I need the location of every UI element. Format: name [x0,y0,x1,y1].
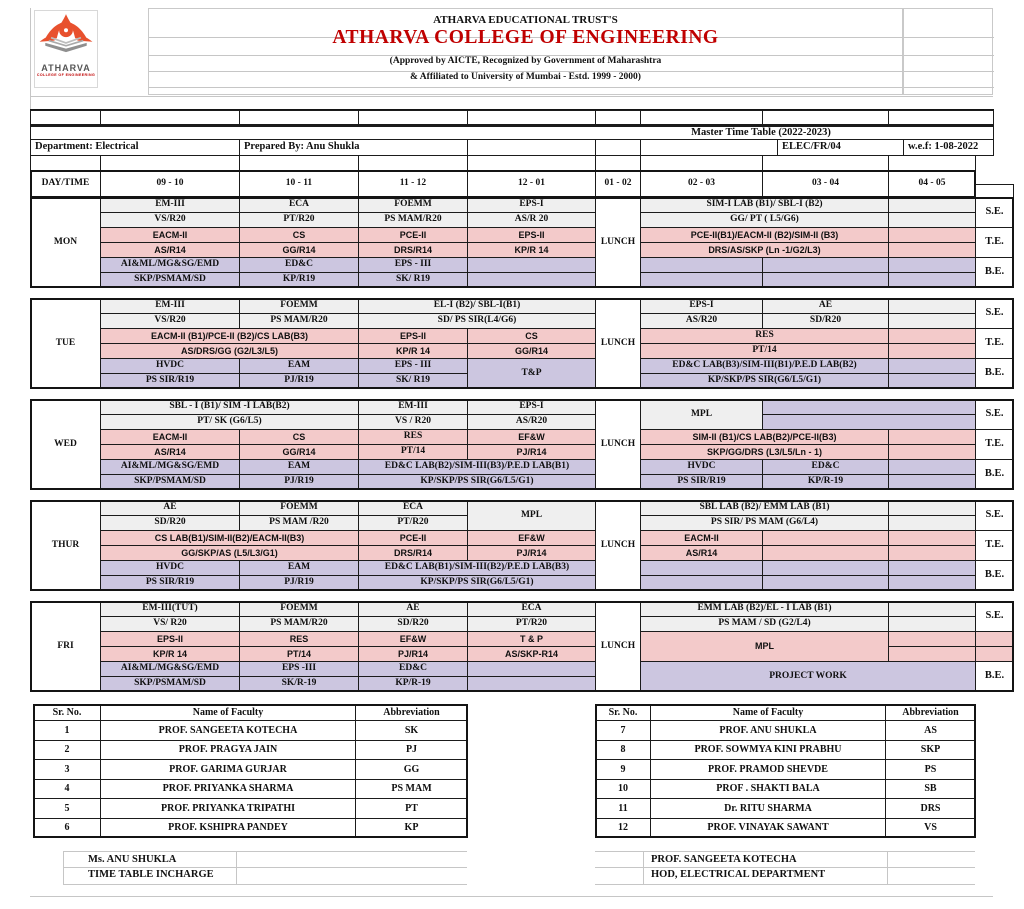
timetable-cell: PT/ SK (G6/L5) [100,414,359,430]
timetable-cell: ED&C [762,459,889,475]
letterhead [148,8,903,95]
timetable-cell [888,197,976,213]
timetable-cell: PJ/R14 [358,646,468,662]
year-label: S.E. [975,197,1014,228]
timetable-cell: KP/R19 [239,272,359,288]
time-slot-header: 04 - 05 [888,170,976,198]
timetable-cell: KP/SKP/PS SIR(G6/L5/G1) [358,474,596,490]
timetable-cell [888,227,976,243]
timetable-cell: ECA [239,197,359,213]
time-slot-header: 10 - 11 [239,170,359,198]
timetable-cell: DRS/R14 [358,545,468,561]
time-slot-header: 03 - 04 [762,170,889,198]
timetable-cell: EAM [239,358,359,374]
timetable-cell [467,257,596,273]
wef-date: w.e.f: 1-08-2022 [903,139,994,156]
timetable-cell: EPS-I [467,197,596,213]
timetable-cell: PCE-II [358,530,468,546]
faculty-right-header-cell: Name of Faculty [650,704,886,721]
timetable-cell: PS MAM/R20 [239,616,359,632]
logo-emblem-icon [37,13,95,59]
faculty-left-cell: PS MAM [355,779,468,799]
timetable-cell: EPS-II [100,631,240,647]
timetable-cell: KP/R-19 [762,474,889,490]
timetable-cell: PS MAM/R20 [358,212,468,228]
empty-cell [358,155,468,171]
timetable-cell [888,444,976,460]
faculty-right-cell: 9 [595,759,651,780]
timetable-cell: PROJECT WORK [640,661,976,692]
timetable-cell: AE [358,601,468,617]
timetable-cell: FOEMM [239,298,359,314]
timetable-cell: ED&C LAB(B2)/SIM-III(B3)/P.E.D LAB(B1) [358,459,596,475]
timetable-cell: AS/R14 [100,444,240,460]
empty-cell [595,139,641,156]
timetable-cell: VS / R20 [358,414,468,430]
timetable-cell: PT/R20 [239,212,359,228]
empty-cell [762,155,889,171]
timetable-cell: T & P [467,631,596,647]
timetable-cell: ED&C LAB(B3)/SIM-III(B1)/P.E.D LAB(B2) [640,358,889,374]
faculty-right-cell: Dr. RITU SHARMA [650,798,886,819]
timetable-cell: PS MAM / SD (G2/L4) [640,616,889,632]
timetable-cell: PJ/R19 [239,373,359,389]
faculty-left-cell: PROF. PRIYANKA SHARMA [100,779,356,799]
timetable-cell: HVDC [100,560,240,576]
timetable-cell: HVDC [640,459,763,475]
timetable-cell: EPS -III [239,661,359,677]
year-label: S.E. [975,298,1014,329]
hod-name: PROF. SANGEETA KOTECHA [651,854,797,865]
timetable-cell [888,530,976,546]
timetable-cell: PCE-II [358,227,468,243]
year-label: B.E. [975,358,1014,389]
faculty-right-cell: 8 [595,740,651,760]
year-label: B.E. [975,560,1014,591]
timetable-cell: EAM [239,560,359,576]
lunch-cell: LUNCH [595,298,641,389]
form-code: ELEC/FR/04 [777,139,904,156]
timetable-cell: PT/14 [358,444,468,460]
timetable-cell: EPS-II [467,227,596,243]
timetable-cell [640,272,763,288]
timetable-cell: RES [640,328,889,344]
timetable-cell [640,257,763,273]
timetable-cell: AS/R 20 [467,212,596,228]
timetable-cell: EACM-II (B1)/PCE-II (B2)/CS LAB(B3) [100,328,359,344]
timetable-cell: PS SIR/R19 [100,373,240,389]
timetable-cell [640,560,763,576]
timetable-cell: EPS-II [358,328,468,344]
faculty-left-header-cell: Sr. No. [33,704,101,721]
timetable-cell [888,646,976,662]
day-label: MON [30,197,101,288]
timetable-cell [762,530,889,546]
affiliation-line: & Affiliated to University of Mumbai - Estd. 1999 - 2000) [410,72,641,82]
empty-cell [100,155,240,171]
faculty-left-cell: 1 [33,720,101,741]
faculty-right-cell: PROF . SHAKTI BALA [650,779,886,799]
timetable-cell: CS [239,429,359,445]
day-label: THUR [30,500,101,591]
timetable-cell: AI&ML/MG&SG/EMD [100,459,240,475]
trust-name: ATHARVA EDUCATIONAL TRUST'S [433,14,618,26]
empty-cell [358,110,468,125]
timetable-cell [888,272,976,288]
timetable-cell: EPS-I [640,298,763,314]
year-label: T.E. [975,227,1014,258]
department-label: Department: Electrical [30,139,240,156]
faculty-left-header-cell: Name of Faculty [100,704,356,721]
timetable-cell: SKP/PSMAM/SD [100,474,240,490]
faculty-left-cell: PJ [355,740,468,760]
prepared-by-label: Prepared By: Anu Shukla [239,139,468,156]
timetable-cell [888,560,976,576]
faculty-right-cell: PROF. SOWMYA KINI PRABHU [650,740,886,760]
faculty-right-cell: AS [885,720,976,741]
year-label: B.E. [975,661,1014,692]
faculty-left-header-cell: Abbreviation [355,704,468,721]
faculty-right-cell: 11 [595,798,651,819]
faculty-left-cell: KP [355,818,468,838]
timetable-cell [888,616,976,632]
timetable-cell [888,343,976,359]
year-label: T.E. [975,530,1014,561]
timetable-cell [888,545,976,561]
corner-cell [975,184,1014,198]
timetable-cell: AS/R20 [640,313,763,329]
approval-line: (Approved by AICTE, Recognized by Government of Maharashtra [389,56,662,66]
timetable-cell: GG/ PT ( L5/G6) [640,212,889,228]
timetable-cell: SKP/PSMAM/SD [100,272,240,288]
timetable-cell: PT/14 [239,646,359,662]
timetable-cell: PS MAM/R20 [239,313,359,329]
timetable-cell: PS SIR/R19 [640,474,763,490]
faculty-left-cell: PROF. KSHIPRA PANDEY [100,818,356,838]
timetable-cell: ECA [358,500,468,516]
letterhead-empty-cells [903,8,993,95]
empty-cell [100,110,240,125]
empty-cell [30,110,101,125]
day-label: TUE [30,298,101,389]
timetable-cell: SK/ R19 [358,272,468,288]
timetable-cell: EAM [239,459,359,475]
year-label: B.E. [975,257,1014,288]
master-title-row [30,124,994,140]
timetable-cell: ED&C LAB(B1)/SIM-III(B2)/P.E.D LAB(B3) [358,560,596,576]
timetable-cell: SBL LAB (B2)/ EMM LAB (B1) [640,500,889,516]
empty-cell [239,110,359,125]
timetable-cell: AI&ML/MG&SG/EMD [100,661,240,677]
timetable-cell: EL-I (B2)/ SBL-I(B1) [358,298,596,314]
faculty-left-cell: 3 [33,759,101,780]
timetable-cell [762,575,889,591]
timetable-cell: PJ/R14 [467,444,596,460]
empty-cell [595,155,641,171]
timetable-cell: SKP/GG/DRS (L3/L5/Ln - 1) [640,444,889,460]
timetable-cell [888,212,976,228]
timetable-cell: AE [100,500,240,516]
timetable-cell: PJ/R19 [239,575,359,591]
timetable-cell: VS/R20 [100,212,240,228]
day-label: WED [30,399,101,490]
timetable-cell [762,414,976,430]
faculty-right-cell: 10 [595,779,651,799]
timetable-cell: PS SIR/ PS MAM (G6/L4) [640,515,889,531]
timetable-cell [888,429,976,445]
time-slot-header: 12 - 01 [467,170,596,198]
timetable-cell: EACM-II [100,429,240,445]
faculty-right-cell: PS [885,759,976,780]
timetable-cell: GG/SKP/AS (L5/L3/G1) [100,545,359,561]
timetable-cell: AS/R14 [640,545,763,561]
timetable-cell [888,631,976,647]
timetable-cell [888,257,976,273]
faculty-right-cell: 12 [595,818,651,838]
time-slot-header: 11 - 12 [358,170,468,198]
logo-text: ATHARVA [41,63,91,73]
faculty-right-cell: PROF. ANU SHUKLA [650,720,886,741]
timetable-cell: EF&W [358,631,468,647]
timetable-cell [467,272,596,288]
timetable-cell: KP/R 14 [358,343,468,359]
timetable-cell [467,661,596,677]
faculty-right-cell: 7 [595,720,651,741]
faculty-right-cell: DRS [885,798,976,819]
timetable-cell: PT/14 [640,343,889,359]
college-logo [34,10,98,88]
timetable-cell: EM-III [100,197,240,213]
timetable-cell: RES [239,631,359,647]
timetable-cell: EF&W [467,429,596,445]
timetable-cell: HVDC [100,358,240,374]
timetable-cell: T&P [467,358,596,389]
timetable-cell: PS SIR/R19 [100,575,240,591]
timetable-cell [888,459,976,475]
timetable-cell: CS LAB(B1)/SIM-II(B2)/EACM-II(B3) [100,530,359,546]
timetable-cell: AE [762,298,889,314]
master-title: Master Time Table (2022-2023) [691,127,831,138]
timetable-cell [888,242,976,258]
timetable-cell [762,399,976,415]
faculty-left-cell: PROF. PRAGYA JAIN [100,740,356,760]
faculty-right-cell: SB [885,779,976,799]
timetable-cell [762,257,889,273]
timetable-cell: PS MAM /R20 [239,515,359,531]
faculty-right-header-cell: Sr. No. [595,704,651,721]
faculty-left-cell: SK [355,720,468,741]
empty-cell [467,155,596,171]
timetable-cell: VS/R20 [100,313,240,329]
empty-cell [467,139,596,156]
timetable-cell: SD/R20 [358,616,468,632]
timetable-cell: SKP/PSMAM/SD [100,676,240,692]
timetable-cell: DRS/AS/SKP (Ln -1/G2/L3) [640,242,889,258]
empty-cell [762,110,889,125]
lunch-cell: LUNCH [595,601,641,692]
year-label [975,646,1014,662]
timetable-cell [640,575,763,591]
empty-cell [30,155,101,171]
timetable-cell: KP/R 14 [467,242,596,258]
timetable-cell: PT/R20 [467,616,596,632]
timetable-cell: EACM-II [100,227,240,243]
timetable-cell: AS/R20 [467,414,596,430]
year-label: T.E. [975,328,1014,359]
timetable-cell: SIM-II (B1)/CS LAB(B2)/PCE-II(B3) [640,429,889,445]
timetable-cell: CS [239,227,359,243]
faculty-right-cell: PROF. VINAYAK SAWANT [650,818,886,838]
empty-cell [888,110,994,125]
faculty-left-cell: PT [355,798,468,819]
timetable-cell: PT/R20 [358,515,468,531]
timetable-cell [888,298,976,314]
time-slot-header: 09 - 10 [100,170,240,198]
timetable-cell [762,272,889,288]
empty-cell [888,155,976,171]
timetable-cell [888,500,976,516]
timetable-cell: FOEMM [358,197,468,213]
timetable-cell: MPL [640,631,889,662]
hod-title: HOD, ELECTRICAL DEPARTMENT [651,869,826,880]
timetable-cell: KP/SKP/PS SIR(G6/L5/G1) [358,575,596,591]
timetable-cell: EPS - III [358,257,468,273]
timetable-cell: SK/ R19 [358,373,468,389]
year-label: S.E. [975,500,1014,531]
timetable-cell: DRS/R14 [358,242,468,258]
timetable-cell: ECA [467,601,596,617]
timetable-cell [888,474,976,490]
timetable-cell: KP/SKP/PS SIR(G6/L5/G1) [640,373,889,389]
timetable-cell: RES [358,429,468,445]
timetable-cell: SIM-I LAB (B1)/ SBL-I (B2) [640,197,889,213]
empty-cell [595,110,641,125]
faculty-right-cell: PROF. PRAMOD SHEVDE [650,759,886,780]
timetable-cell: PCE-II(B1)/EACM-II (B2)/SIM-II (B3) [640,227,889,243]
timetable-cell: KP/R-19 [358,676,468,692]
timetable-cell [888,515,976,531]
empty-cell [239,155,359,171]
year-label: T.E. [975,429,1014,460]
year-label: S.E. [975,399,1014,430]
lunch-cell: LUNCH [595,399,641,490]
time-slot-header: DAY/TIME [30,170,101,198]
timetable-cell: MPL [467,500,596,531]
year-label: B.E. [975,459,1014,490]
timetable-cell: SD/R20 [100,515,240,531]
timetable-cell [888,601,976,617]
timetable-cell [888,328,976,344]
timetable-cell: VS/ R20 [100,616,240,632]
timetable-cell: FOEMM [239,500,359,516]
faculty-right-header-cell: Abbreviation [885,704,976,721]
faculty-right-cell: VS [885,818,976,838]
empty-cell [640,155,763,171]
empty-cell [467,110,596,125]
timetable-cell [762,560,889,576]
faculty-left-cell: 4 [33,779,101,799]
timetable-cell: EPS - III [358,358,468,374]
faculty-left-cell: PROF. PRIYANKA TRIPATHI [100,798,356,819]
timetable-cell: PJ/R19 [239,474,359,490]
timetable-cell: PJ/R14 [467,545,596,561]
faculty-left-cell: PROF. GARIMA GURJAR [100,759,356,780]
empty-cell [640,110,763,125]
faculty-right-cell: SKP [885,740,976,760]
timetable-cell: GG/R14 [239,242,359,258]
timetable-cell: EM-III [358,399,468,415]
faculty-left-cell: 5 [33,798,101,819]
timetable-cell: GG/R14 [467,343,596,359]
incharge-title: TIME TABLE INCHARGE [88,869,214,880]
timetable-cell: AS/SKP-R14 [467,646,596,662]
timetable-cell: AS/DRS/GG (G2/L3/L5) [100,343,359,359]
timetable-cell: EPS-I [467,399,596,415]
timetable-cell: EF&W [467,530,596,546]
timetable-cell: SD/R20 [762,313,889,329]
timetable-cell: EM-III [100,298,240,314]
timetable-cell: KP/R 14 [100,646,240,662]
timetable-cell: SK/R-19 [239,676,359,692]
timetable-cell: AS/R14 [100,242,240,258]
timetable-cell: FOEMM [239,601,359,617]
time-slot-header: 01 - 02 [595,170,641,198]
timetable-cell: ED&C [239,257,359,273]
timetable-cell: ED&C [358,661,468,677]
time-slot-header: 02 - 03 [640,170,763,198]
faculty-left-cell: GG [355,759,468,780]
incharge-name: Ms. ANU SHUKLA [88,854,177,865]
college-name: ATHARVA COLLEGE OF ENGINEERING [332,27,719,48]
timetable-cell: AI&ML/MG&SG/EMD [100,257,240,273]
timetable-cell [762,545,889,561]
timetable-cell [467,676,596,692]
timetable-cell: CS [467,328,596,344]
year-label: S.E. [975,601,1014,632]
logo-subtext: COLLEGE OF ENGINEERING [36,73,96,77]
timetable-cell [888,358,976,374]
faculty-left-cell: 2 [33,740,101,760]
timetable-cell: EMM LAB (B2)/EL - I LAB (B1) [640,601,889,617]
day-label: FRI [30,601,101,692]
faculty-left-cell: 6 [33,818,101,838]
faculty-left-cell: PROF. SANGEETA KOTECHA [100,720,356,741]
timetable-cell: SBL - I (B1)/ SIM -I LAB(B2) [100,399,359,415]
year-label [975,631,1014,647]
timetable-cell: EACM-II [640,530,763,546]
empty-cell [640,139,778,156]
timetable-cell: GG/R14 [239,444,359,460]
lunch-cell: LUNCH [595,500,641,591]
timetable-cell: MPL [640,399,763,430]
lunch-cell: LUNCH [595,197,641,288]
timetable-cell [888,373,976,389]
timetable-cell [888,575,976,591]
timetable-cell: EM-III(TUT) [100,601,240,617]
timetable-cell: SD/ PS SIR(L4/G6) [358,313,596,329]
timetable-cell [888,313,976,329]
